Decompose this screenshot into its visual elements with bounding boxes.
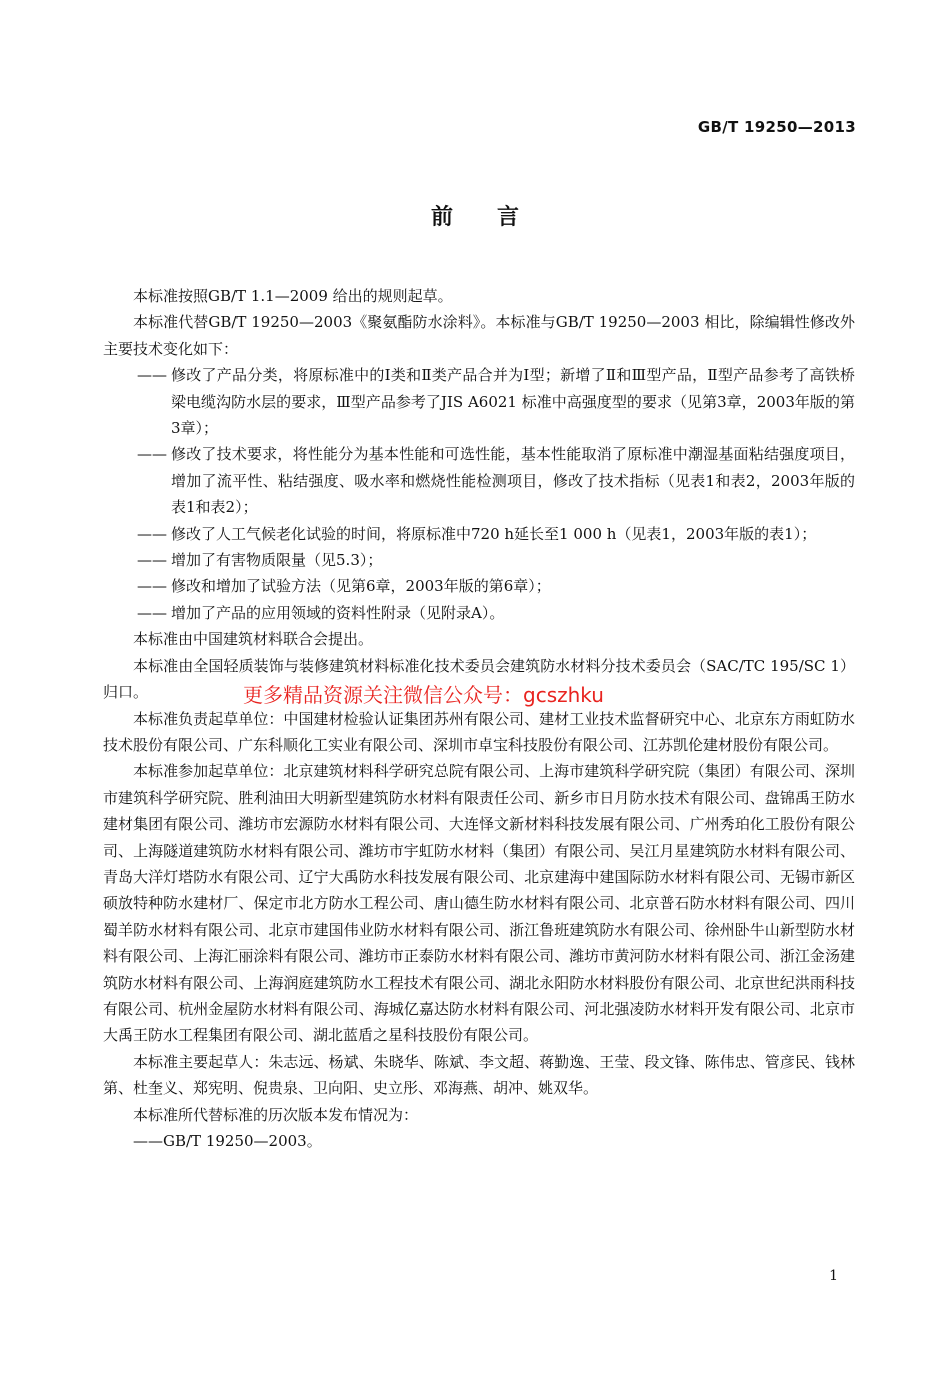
dash-mark: —— <box>137 445 167 464</box>
paragraph-committee: 本标准由全国轻质装饰与装修建筑材料标准化技术委员会建筑防水材料分技术委员会（SAC/TC 195/SC 1）归口。 <box>103 656 855 702</box>
change-item <box>137 547 855 573</box>
change-item <box>137 362 855 441</box>
foreword-body <box>103 283 855 1154</box>
paragraph-drafting-rules: 本标准按照GB/T 1.1—2009 给出的规则起草。 <box>133 287 453 305</box>
paragraph-lead-drafters: 本标准负责起草单位：中国建材检验认证集团苏州有限公司、建材工业技术监督研究中心、北京东方雨虹防水技术股份有限公司、广东科顺化工实业有限公司、深圳市卓宝科技股份有限公司、江苏凯伦建材股份有限公司。 <box>103 709 855 754</box>
dash-mark: —— <box>137 524 167 543</box>
paragraph-participating-drafters: 本标准参加起草单位：北京建筑材料科学研究总院有限公司、上海市建筑科学研究院（集团）有限公司、深圳市建筑科学研究院、胜利油田大明新型建筑防水材料有限责任公司、新乡市日月防水技术有限公司、盘锦禹王防水建材集团有限公司、潍坊市宏源防水材料有限公司、大连怿文新材料科技发展有限公司、广州秀珀化工股份有限公司、上海隧道建筑防水材料有限公司、潍坊市宇虹防水材料（集团）有限公司、吴江月星建筑防水材料有限公司、青岛大洋灯塔防水有限公司、辽宁大禹防水科技发展有限公司、北京建海中建国际防水材料有限公司、无锡市新区硕放特种防水建材厂、保定市北方防水工程公司、唐山德生防水材料有限公司、北京普石防水材料有限公司、四川蜀羊防水材料有限公司、北京市建国伟业防水材料有限公司、浙江鲁班建筑防水有限公司、徐州卧牛山新型防水材料有限公司、上海汇丽涂料有限公司、潍坊市正泰防水材料有限公司、潍坊市黄河防水材料有限公司、浙江金汤建筑防水材料有限公司、上海润庭建筑防水工程技术有限公司、湖北永阳防水材料股份有限公司、北京世纪洪雨科技有限公司、杭州金屋防水材料有限公司、海城亿嘉达防水材料有限公司、河北强凌防水材料开发有限公司、北京市大禹王防水工程集团有限公司、湖北蓝盾之星科技股份有限公司。 <box>103 762 855 1045</box>
dash-mark: —— <box>137 577 167 596</box>
paragraph-proposer: 本标准由中国建筑材料联合会提出。 <box>133 630 374 649</box>
change-item <box>137 521 855 547</box>
page-title: 前言 <box>430 205 563 230</box>
paragraph-history-item: ——GB/T 19250—2003。 <box>133 1132 322 1150</box>
dash-mark: —— <box>137 366 167 385</box>
paragraph-history-intro: 本标准所代替标准的历次版本发布情况为： <box>133 1105 419 1124</box>
change-item <box>137 441 855 520</box>
dash-mark: —— <box>137 603 167 622</box>
change-item-text: 修改了技术要求，将性能分为基本性能和可选性能，基本性能取消了原标准中潮湿基面粘结强度项目，增加了流平性、粘结强度、吸水率和燃烧性能检测项目，修改了技术指标（见表1和表2，2003年版的表1和表2）； <box>171 445 855 517</box>
change-item-text: 修改了产品分类，将原标准中的Ⅰ类和Ⅱ类产品合并为Ⅰ型；新增了Ⅱ和Ⅲ型产品，Ⅱ型产品参考了高铁桥梁电缆沟防水层的要求，Ⅲ型产品参考了JIS A6021 标准中高强度型的要求（见第3章，2003年版的第3章）； <box>171 366 855 438</box>
page-number: 1 <box>829 1268 838 1284</box>
paragraph-main-drafters: 本标准主要起草人：朱志远、杨斌、朱晓华、陈斌、李文超、蒋勤逸、王莹、段文锋、陈伟忠、管彦民、钱林第、杜奎义、郑宪明、倪贵泉、卫向阳、史立彤、邓海燕、胡冲、姚双华。 <box>103 1052 855 1098</box>
watermark-text: 更多精品资源关注微信公众号：gcszhku <box>243 683 604 707</box>
change-item-text: 修改和增加了试验方法（见第6章，2003年版的第6章）； <box>171 577 551 596</box>
paragraph-replaces: 本标准代替GB/T 19250—2003《聚氨酯防水涂料》。本标准与GB/T 19250—2003 相比，除编辑性修改外主要技术变化如下： <box>103 313 855 358</box>
change-item-text: 增加了有害物质限量（见5.3）； <box>171 551 383 570</box>
change-item <box>137 600 855 626</box>
dash-mark: —— <box>137 551 167 570</box>
standard-number: GB/T 19250—2013 <box>697 118 856 136</box>
change-item <box>137 573 855 599</box>
change-item-text: 修改了人工气候老化试验的时间，将原标准中720 h延长至1 000 h（见表1，2003年版的表1）； <box>171 524 817 543</box>
change-item-text: 增加了产品的应用领域的资料性附录（见附录A）。 <box>171 603 505 622</box>
